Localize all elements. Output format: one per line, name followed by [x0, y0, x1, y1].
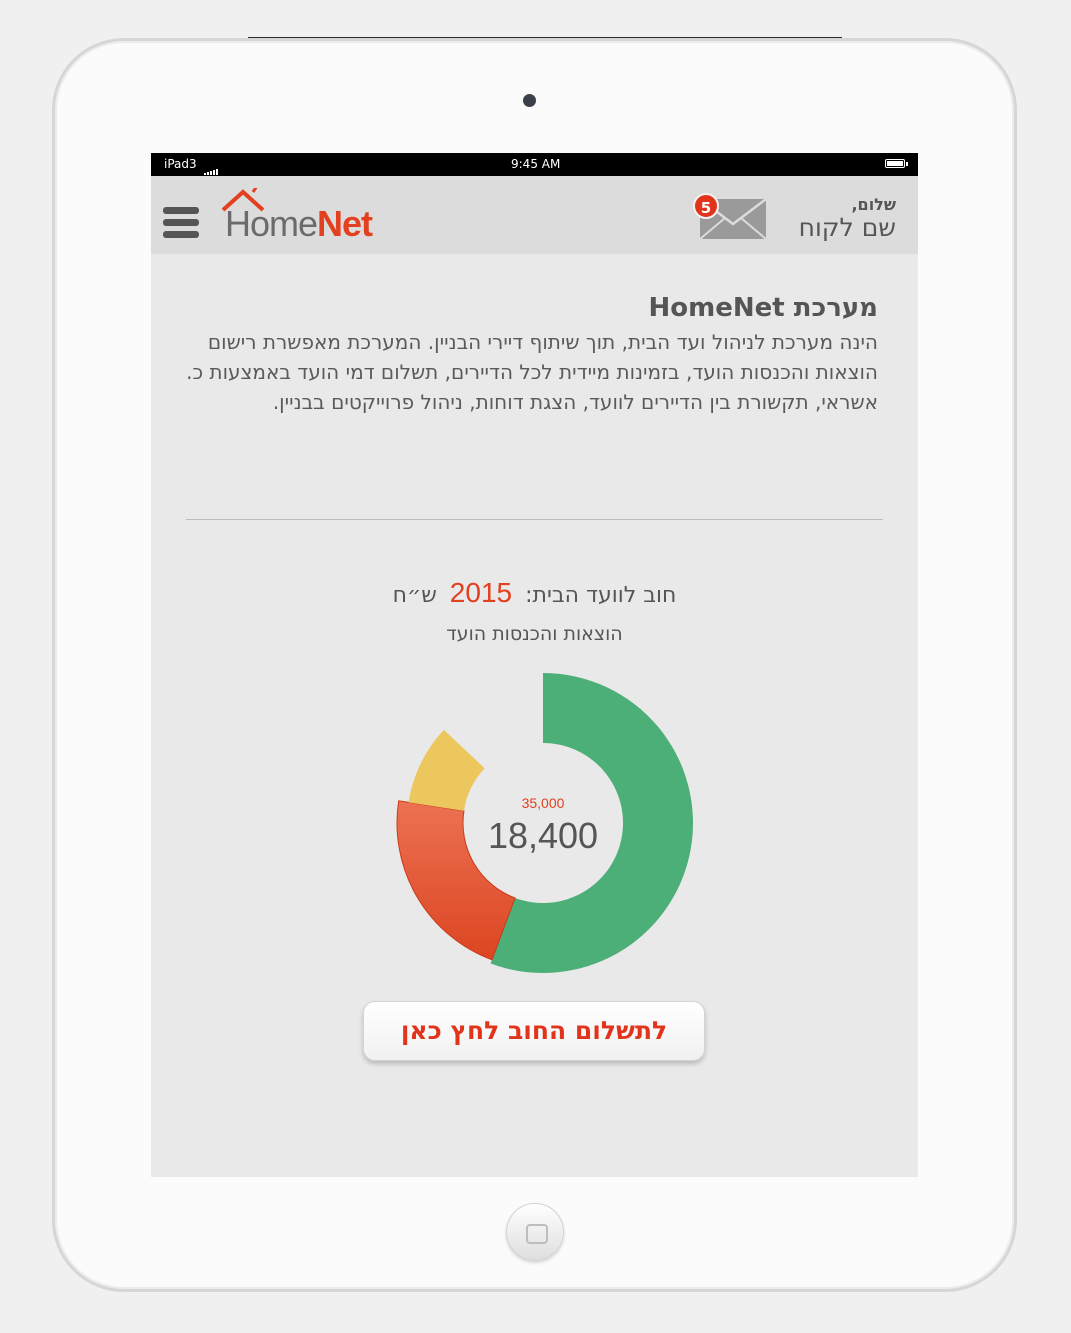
camera-icon	[523, 94, 536, 107]
device-home-button	[506, 1203, 564, 1261]
carrier-label: iPad3	[164, 157, 197, 171]
mail-count-badge: 5	[693, 193, 719, 219]
budget-donut-chart	[151, 153, 918, 993]
clock: 9:45 AM	[511, 157, 561, 171]
app-screen	[151, 153, 918, 1177]
chart-center-total: 35,000	[521, 795, 565, 811]
greeting-text: שלום,	[851, 195, 896, 214]
debt-amount: 2015	[449, 577, 513, 608]
debt-currency: ש״ח	[392, 583, 437, 608]
logo-net-text: Net	[317, 203, 373, 244]
chart-center-value: 18,400	[487, 815, 599, 856]
pay-debt-button[interactable]: לתשלום החוב לחץ כאן	[363, 1001, 705, 1061]
debt-label: חוב לוועד הבית:	[525, 583, 677, 608]
logo-home-text: Home	[225, 203, 318, 244]
chart-title: הוצאות והכנסות הועד	[446, 623, 623, 645]
intro-description: הינה מערכת לניהול ועד הבית, תוך שיתוף דיירי הבניין. המערכת מאפשרת רישום הוצאות והכנסות הועד, בזמינות מיידית לכל הדיירים, תשלום דמי הועד באמצעות כ. אשראי, תקשורת בין הדיירים לוועד, הצגת דוחות, ניהול פרוייקטים בבניין.	[186, 330, 878, 414]
intro-title: מערכת HomeNet	[648, 293, 878, 323]
slice-yellow	[409, 730, 485, 811]
customer-name: שם לקוח	[798, 213, 896, 242]
